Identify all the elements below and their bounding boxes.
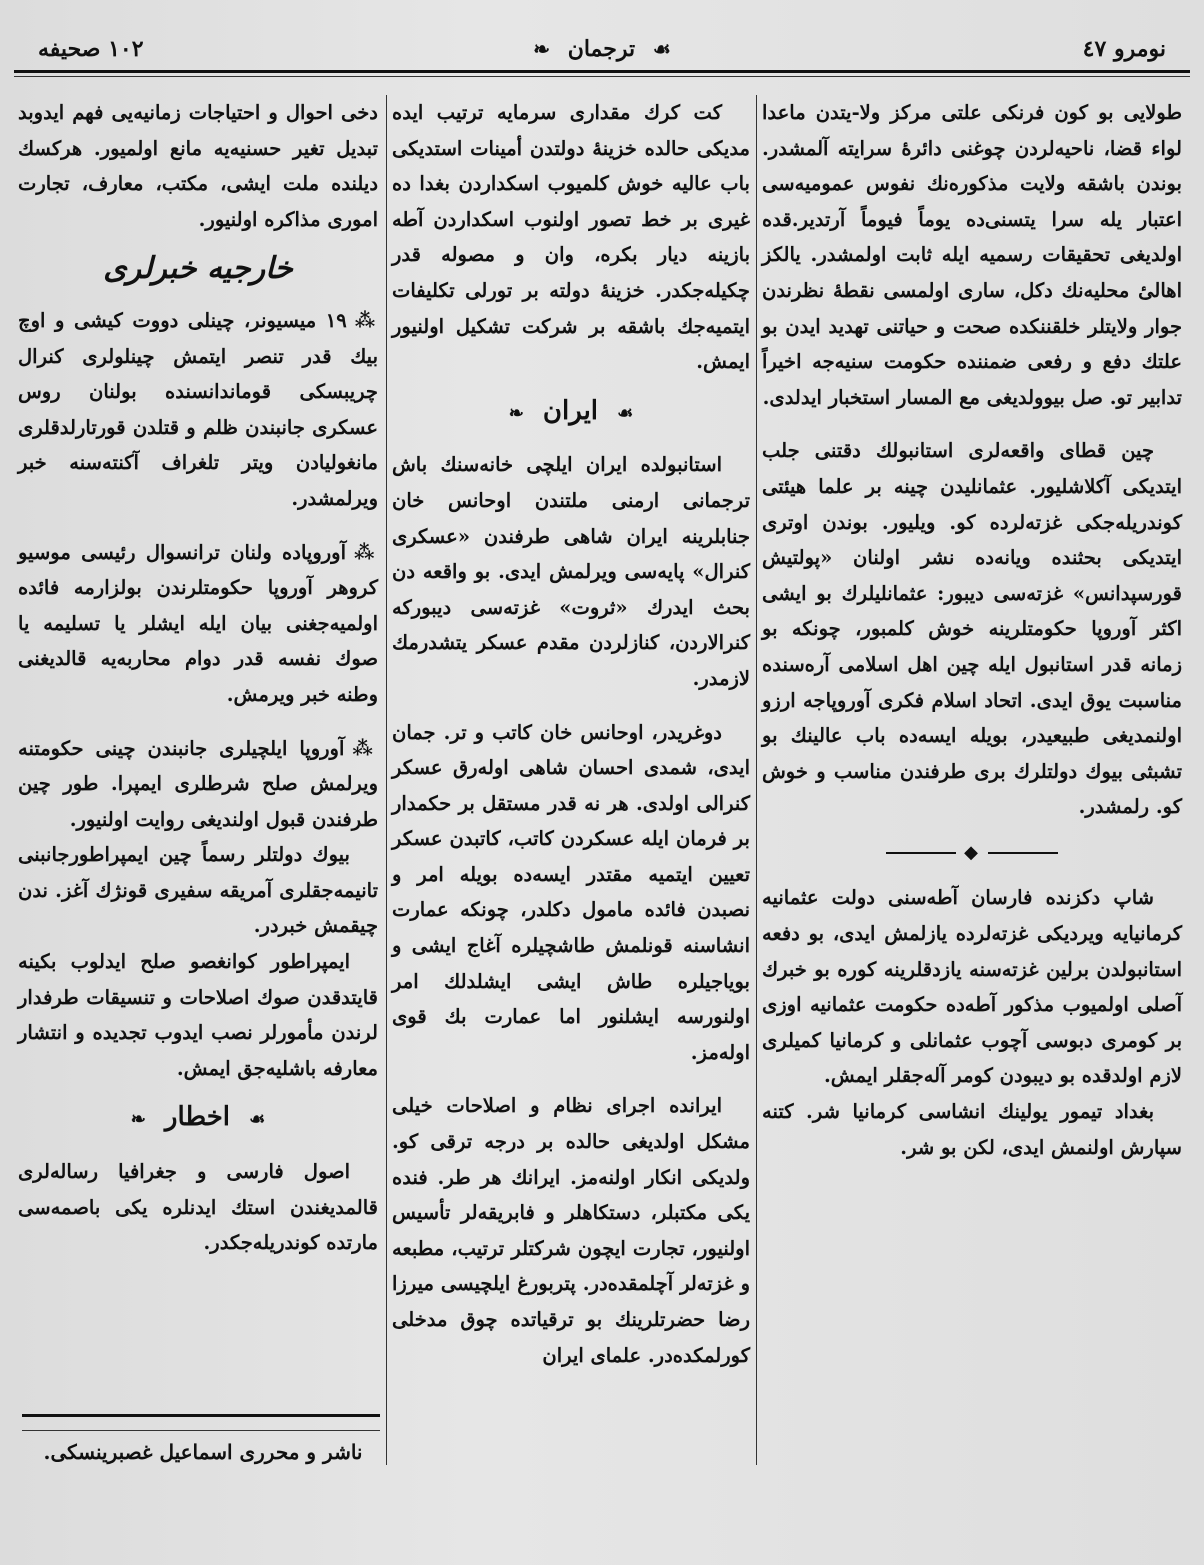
diamond-icon: ◆: [964, 841, 980, 863]
article-paragraph: شاپ دکزنده فارسان آطه‌سنی دولت عثمانیه کرمانیایه ویردیکی غزته‌لرده یازلمش ایدی، بو دفعه استانبولدن برلین غزته‌سنه یازدقلرینه کوره بو خبرك آصلی اولمیوب مذکور آطه‌ده حکومت عثمانیه اوزی بر کومری دبوسی آچوب عثمانلی و کرمانیا کمیلری لازم اولدقده بو دیبودن کومر آله‌جقلر ایمش.: [762, 886, 1182, 1088]
header-rule: [14, 70, 1190, 73]
middle-column: [392, 95, 750, 1373]
section-title: ایران: [542, 395, 599, 426]
ornament-icon: ❧: [508, 402, 524, 424]
article-paragraph: دخی احوال و احتیاجات زمانیه‌یی فهم ایدوبد تبدیل تغیر حسنیه‌یه مانع اولمیور. هرکسك دیلنده ملت ایشی، مکتب، معارف، تجارت اموری مذاکره اولنیور.: [18, 101, 378, 231]
footer-rule-thin: [22, 1430, 380, 1431]
publisher-line: ناشر و محرری اسماعیل غصبرینسکی.: [43, 1440, 363, 1464]
masthead: [18, 36, 1186, 62]
left-column: [18, 95, 378, 1261]
article-paragraph: طولایی بو کون فرنکی علتی مرکز ولا-یتدن ماعدا لواء قضا، ناحیه‌لردن چوغنی دائرهٔ سرایته آلمشدر. بوندن باشقه ولایت مذکوره‌نك نفوس عمومیه‌سی اعتبار یله سرا یتسنی‌ده یوماً فیوماً آرتدیر.قده اولدیغی تحقیقات رسمیه ایله ثابت اولمشدر. یالکز اهالیٔ محلیه‌نك دکل، ساری اولمسی نقطهٔ نظرندن جوار ولایتلر خلقننکده صحت و حیاتنی تهدید ایدن بو علتك دفع و رفعی ضمننده حکومت سنیه‌جه اخیراً تدابیر تو. صل بیوولدیغی مع المسار استخبار ایدلدی.: [762, 101, 1182, 409]
bullet-icon: ⁂: [354, 539, 378, 564]
news-item-text: آوروپا ایلچیلری جانبندن چینی حکومتنه ویرلمش صلح شرطلری ایمپرا. طور چین طرفندن قبول اولندیغی روایت اولنیور.: [18, 736, 378, 831]
ornament-icon: ☙: [617, 402, 634, 424]
news-item-text: ۱۹ میسیونر، چینلی دووت کیشی و اوچ بیك قدر تنصر ایتمش چینلولری کنرال چریبسکی قوماندانسنده بولنان روس عسکری جانبندن ظلم و قتلدن قورتارلدقلری مانغولیادن ویتر تلغراف آکنته‌سنه خبر ویرلمشدر.: [18, 308, 378, 510]
article-paragraph: چین قطای واقعه‌لری استانبولك دقتنی جلب ایتدیکی آکلاشلیور. عثمانلیدن چینه بر علما هیئتی کوندریله‌جکی غزته‌لرده کو. ویلیور. بوندن اوتری ایتدیکی بحثنده ویانه‌ده نشر اولنان «پولتیش قورسپدانس» غزته‌سی دیبور: عثمانلیلرك بو ایشی اکثر آوروپا حکومتلرینه خوش کلمبور، چونکه بو زمانه قدر استانبول ایله چین اهل اسلامی آره‌سنده مناسبت یوق ایدی. اتحاد اسلام فکری آوروپاجه ارزو اولنمدیغی طبیعیدر، بویله ایسه‌ده باب عالینك بو تشبثی بیوك دولتلرك بری طرفندن مناسب و خوش کو. رلمشدر.: [762, 439, 1182, 819]
footer-rule: [22, 1414, 380, 1417]
masthead-title: ترجمان: [567, 36, 636, 62]
section-title: اخطار: [164, 1102, 231, 1133]
section-heading-foreign-news: خارجیه خبرلری: [103, 251, 293, 287]
column-rule: [386, 95, 387, 1465]
article-paragraph: بغداد تیمور یولینك انشاسی کرمانیا شر. کتنه سپارش اولنمش ایدی، لکن بو شر.: [762, 1100, 1182, 1159]
news-item: [18, 303, 378, 517]
article-paragraph: استانبولده ایران ایلچی خانه‌سنك باش ترجمانی ارمنی ملتندن اوحانس خان جنابلرینه ایران شاهی طرفندن «عسکری کنرال» پایه‌سی ویرلمش ایدی. بو واقعه دن بحث ایدرك «ثروت» غزته‌سی دیبورکه کنرالاردن، کنازلردن مقدم عسکر یتشدرمك لازمدر.: [392, 453, 750, 690]
ornament-icon: ☙: [249, 1109, 266, 1131]
article-paragraph: بیوك دولتلر رسماً چین ایمپراطورجانبنی تانیمه‌جقلری آمریقه سفیری قونژك آغز. ندن چیقمش خبردر.: [18, 843, 378, 938]
article-paragraph: ایرانده اجرای نظام و اصلاحات خیلی مشکل اولدیغی حالده بر درجه ترقی کو. ولدیکی انکار اولنه‌مز. ایرانك هر طر. فنده یکی مکتبلر، دستکاهلر و فابریقه‌لر تأسیس اولنیور، تجارت ایچون شرکتلر ترتیب، مطبعه و غزته‌لر آچلمقده‌در. پتربورغ ایلچیسی میرزا رضا حضرتلرینك بو ترقیاتده چوق مدخلی کورلمکده‌در. علمای ایران: [392, 1094, 750, 1367]
news-item-text: آوروپاده ولنان ترانسوال رئیسی موسیو کروهر آوروپا حکومتلرندن بولزارمه فائده اولمیه‌جغنی بیان ایله ایشلر یا تسلیمه یا صوك نفسه قدر دوام محاربه‌یه قالدیغنی وطنه خبر ویرمش.: [18, 540, 378, 706]
page-number: ۱۰۲ صحیفه: [38, 36, 144, 62]
ornament-right-icon: ☙: [652, 37, 671, 61]
ornament-left-icon: ❧: [533, 37, 551, 61]
page-header: [18, 28, 1186, 76]
issue-number: نومرو ٤٧: [1082, 36, 1166, 62]
section-divider: [762, 835, 1182, 871]
bullet-icon: ⁂: [352, 735, 378, 760]
column-rule: [756, 95, 757, 1465]
section-heading-iran: [392, 394, 750, 432]
article-paragraph: کت کرك مقداری سرمایه ترتیب ایده مدیکی حالده خزینهٔ دولتدن أمینات استدیکی باب عالیه خوش کلمیوب اسکداردن بغدا ده غیری بر خط تصور اولنوب اسکداردن آطه بازینه دیار بکره، وان و مصوله قدر چکیله‌جکدر. خزینهٔ دولته بر تورلی تکلیفات ایتمیه‌جك باشقه بر شرکت تشکیل اولنیور ایمش.: [392, 101, 750, 374]
news-item: [18, 535, 378, 713]
article-paragraph: دوغریدر، اوحانس خان کاتب و تر. جمان ایدی، شمدی احسان شاهی اوله‌رق عسکر کنرالی اولدی. هر نه قدر مستقل بر حکمدار بر فرمان ایله عسکردن کاتب، کاتبدن عسکر تعیین ایتمیه مقتدر ایسه‌ده بویله امر و نصبدن فائده مامول دکلدر، چونکه عمارت انشاسنه قونلمش طاشچیلره آغاج ایشی و بویاجیلره طاش ایشی ایشلدلك امر اولنورسه ایشلنور اما عمارت بك قوی اوله‌مز.: [392, 720, 750, 1064]
bullet-icon: ⁂: [354, 307, 378, 332]
section-heading-notice: [18, 1100, 378, 1138]
article-paragraph: ایمپراطور کوانغصو صلح ایدلوب بکینه قایتدقدن صوك اصلاحات و تنسیقات طرفدار لرندن مأمورلر نصب ایدوب تجدیده و انتشار معارفه باشلیه‌جق ایمش.: [18, 950, 378, 1080]
notice-text: اصول فارسی و جغرافیا رساله‌لری قالمدیغندن استك ایدنلره یکی باصمه‌سی مارتده کوندریله‌جکدر.: [18, 1160, 378, 1255]
right-column: [762, 95, 1182, 1165]
ornament-icon: ❧: [130, 1109, 146, 1131]
news-item: [18, 731, 378, 838]
header-rule-thin: [14, 76, 1190, 77]
